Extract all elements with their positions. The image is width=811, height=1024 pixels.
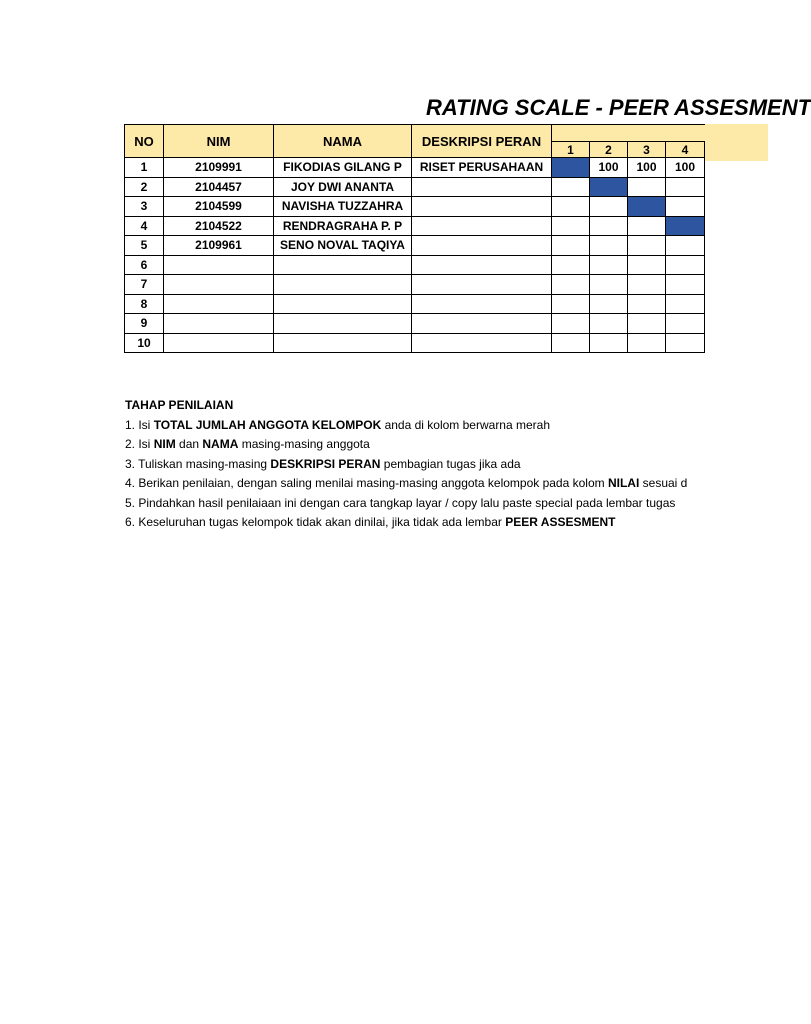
cell-nama[interactable] (274, 275, 412, 295)
cell-no[interactable]: 10 (125, 333, 164, 353)
self-assessment-cell[interactable] (590, 177, 628, 197)
cell-score[interactable] (590, 216, 628, 236)
cell-no[interactable]: 3 (125, 197, 164, 217)
cell-score[interactable] (666, 197, 705, 217)
self-assessment-cell[interactable] (666, 216, 705, 236)
instruction-step: 4. Berikan penilaian, dengan saling menilai masing-masing anggota kelompok pada kolom NILAI sesuai d (125, 476, 688, 490)
header-band-overflow (705, 124, 768, 161)
cell-score[interactable] (590, 236, 628, 256)
cell-deskripsi-peran[interactable] (412, 294, 552, 314)
cell-score[interactable] (628, 236, 666, 256)
instruction-step: 3. Tuliskan masing-masing DESKRIPSI PERAN pembagian tugas jika ada (125, 456, 521, 471)
table-row (125, 216, 705, 236)
cell-nama[interactable]: RENDRAGRAHA P. P (274, 216, 412, 236)
rater-number: 2 (590, 142, 628, 158)
cell-deskripsi-peran[interactable] (412, 275, 552, 295)
cell-score[interactable] (552, 177, 590, 197)
table-row (125, 197, 705, 217)
cell-nama[interactable] (274, 333, 412, 353)
cell-nama[interactable] (274, 294, 412, 314)
cell-nama[interactable] (274, 255, 412, 275)
cell-deskripsi-peran[interactable] (412, 333, 552, 353)
peer-assessment-table (124, 124, 705, 353)
cell-deskripsi-peran[interactable]: RISET PERUSAHAAN (412, 158, 552, 178)
cell-deskripsi-peran[interactable] (412, 255, 552, 275)
cell-score[interactable] (628, 216, 666, 236)
cell-score[interactable] (552, 333, 590, 353)
cell-score[interactable] (628, 333, 666, 353)
table-row (125, 275, 705, 295)
cell-score[interactable] (628, 294, 666, 314)
cell-nama[interactable] (274, 314, 412, 334)
header-nim: NIM (164, 125, 274, 158)
instruction-step: 5. Pindahkan hasil penilaiaan ini dengan cara tangkap layar / copy lalu paste special pada lembar tugas (125, 495, 676, 510)
header-deskripsi-peran: DESKRIPSI PERAN (412, 125, 552, 158)
cell-no[interactable]: 6 (125, 255, 164, 275)
cell-nim[interactable]: 2109961 (164, 236, 274, 256)
cell-score[interactable] (666, 236, 705, 256)
cell-score[interactable] (628, 314, 666, 334)
cell-nama[interactable]: JOY DWI ANANTA (274, 177, 412, 197)
instruction-step: 1. Isi TOTAL JUMLAH ANGGOTA KELOMPOK anda di kolom berwarna merah (125, 417, 551, 432)
cell-score[interactable] (666, 177, 705, 197)
cell-no[interactable]: 1 (125, 158, 164, 178)
cell-score[interactable] (666, 314, 705, 334)
rater-number: 4 (666, 142, 705, 158)
rater-number: 1 (552, 142, 590, 158)
cell-deskripsi-peran[interactable] (412, 216, 552, 236)
rater-number: 3 (628, 142, 666, 158)
cell-score[interactable] (666, 275, 705, 295)
header-nilai-group (552, 125, 705, 142)
table-row (125, 333, 705, 353)
self-assessment-cell[interactable] (628, 197, 666, 217)
cell-score[interactable] (552, 236, 590, 256)
cell-score[interactable] (552, 255, 590, 275)
sheet-title: RATING SCALE - PEER ASSESMENT (426, 95, 811, 120)
cell-nim[interactable]: 2104457 (164, 177, 274, 197)
cell-no[interactable]: 4 (125, 216, 164, 236)
instruction-step: 2. Isi NIM dan NAMA masing-masing anggota (125, 437, 370, 451)
cell-score[interactable] (552, 294, 590, 314)
cell-nim[interactable] (164, 314, 274, 334)
cell-nama[interactable]: FIKODIAS GILANG P (274, 158, 412, 178)
cell-score[interactable] (628, 255, 666, 275)
table-row (125, 236, 705, 256)
cell-score[interactable]: 100 (666, 158, 705, 178)
cell-score[interactable] (628, 275, 666, 295)
table-row (125, 294, 705, 314)
table-row (125, 314, 705, 334)
cell-nim[interactable] (164, 333, 274, 353)
cell-score[interactable] (666, 255, 705, 275)
cell-deskripsi-peran[interactable] (412, 236, 552, 256)
cell-no[interactable]: 2 (125, 177, 164, 197)
cell-nim[interactable]: 2104599 (164, 197, 274, 217)
instruction-step: 6. Keseluruhan tugas kelompok tidak akan dinilai, jika tidak ada lembar PEER ASSESMENT (125, 515, 616, 529)
instructions-heading: TAHAP PENILAIAN (125, 398, 234, 412)
cell-score[interactable]: 100 (590, 158, 628, 178)
cell-score[interactable] (590, 294, 628, 314)
cell-nama[interactable]: NAVISHA TUZZAHRA (274, 197, 412, 217)
cell-score[interactable] (628, 177, 666, 197)
cell-score[interactable] (590, 275, 628, 295)
header-nama: NAMA (274, 125, 412, 158)
cell-score[interactable] (552, 314, 590, 334)
cell-no[interactable]: 9 (125, 314, 164, 334)
cell-nim[interactable] (164, 294, 274, 314)
cell-score[interactable] (590, 333, 628, 353)
table-row (125, 158, 705, 178)
cell-nama[interactable]: SENO NOVAL TAQIYA (274, 236, 412, 256)
cell-nim[interactable] (164, 255, 274, 275)
cell-no[interactable]: 8 (125, 294, 164, 314)
cell-no[interactable]: 7 (125, 275, 164, 295)
cell-score[interactable] (552, 216, 590, 236)
cell-score[interactable] (666, 294, 705, 314)
self-assessment-cell[interactable] (552, 158, 590, 178)
cell-score[interactable]: 100 (628, 158, 666, 178)
cell-score[interactable] (552, 275, 590, 295)
table-row (125, 255, 705, 275)
header-no: NO (125, 125, 164, 158)
cell-nim[interactable]: 2104522 (164, 216, 274, 236)
cell-score[interactable] (590, 255, 628, 275)
cell-no[interactable]: 5 (125, 236, 164, 256)
cell-nim[interactable]: 2109991 (164, 158, 274, 178)
cell-score[interactable] (590, 197, 628, 217)
table-row (125, 177, 705, 197)
cell-score[interactable] (666, 333, 705, 353)
cell-deskripsi-peran[interactable] (412, 177, 552, 197)
cell-deskripsi-peran[interactable] (412, 314, 552, 334)
instructions (125, 396, 704, 533)
cell-nim[interactable] (164, 275, 274, 295)
cell-score[interactable] (552, 197, 590, 217)
cell-deskripsi-peran[interactable] (412, 197, 552, 217)
cell-score[interactable] (590, 314, 628, 334)
